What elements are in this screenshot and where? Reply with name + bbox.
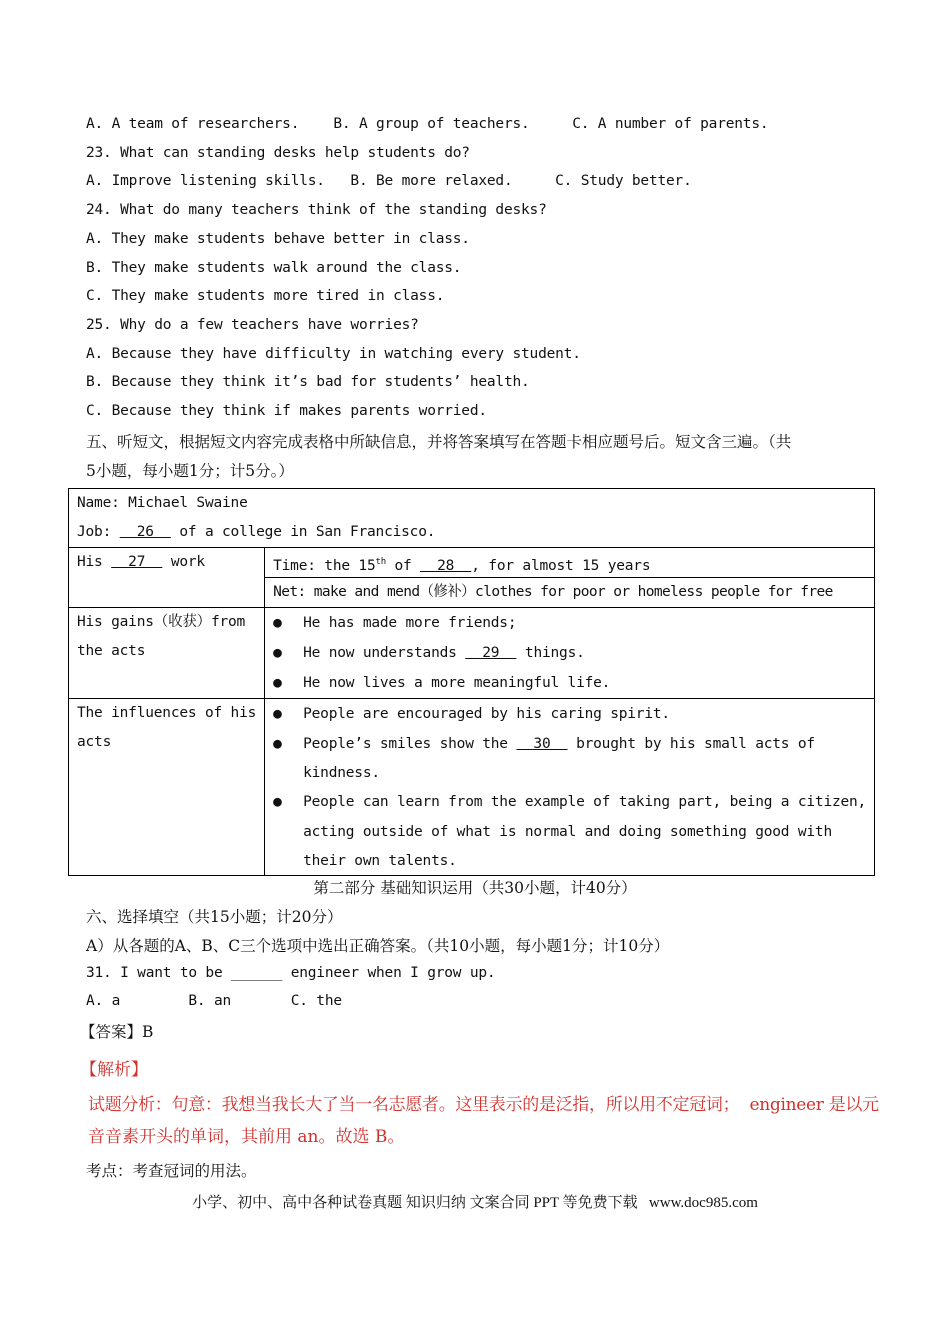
section6-heading: 六、选择填空（共15小题；计20分） (86, 908, 343, 926)
table-row (69, 548, 875, 578)
list-item: ● He has made more friends; (273, 608, 866, 638)
q25-option-a: A. Because they have difficulty in watching every student. (86, 346, 581, 362)
influences-label-cell: The influences of his acts (69, 699, 265, 876)
table-row (69, 608, 875, 699)
table-row (69, 489, 875, 548)
analysis-title: 【解析】 (80, 1060, 148, 1080)
section5-instruction-line1: 五、听短文，根据短文内容完成表格中所缺信息，并将答案填写在答题卡相应题号后。短文含三遍。（共 (86, 433, 792, 451)
page-footer: 小学、初中、高中各种试卷真题 知识归纳 文案合同 PPT 等免费下载 www.doc985.com (192, 1195, 758, 1211)
list-item: ● He now understands 29 things. (273, 638, 866, 668)
blank-29: 29 (465, 645, 517, 661)
analysis-line2: 音音素开头的单词，其前用 an。故选 B。 (88, 1127, 405, 1147)
gains-cell (265, 608, 875, 699)
q22-options: A. A team of researchers. B. A group of teachers. C. A number of parents. (86, 116, 769, 132)
bullet-icon: ● (273, 736, 282, 752)
q25-option-c: C. Because they think if makes parents worried. (86, 403, 487, 419)
gains-label-cell: His gains（收获）from the acts (69, 608, 265, 699)
listening-table (68, 488, 875, 876)
net-cell: Net: make and mend（修补）clothes for poor or homeless people for free (265, 578, 875, 608)
q24-option-c: C. They make students more tired in class. (86, 288, 445, 304)
analysis-line1: 试题分析：句意：我想当我长大了当一名志愿者。这里表示的是泛指，所以用不定冠词； engineer 是以元 (88, 1095, 879, 1115)
blank-26: 26 (119, 524, 171, 540)
part2-title: 第二部分 基础知识运用（共30小题，计40分） (313, 879, 637, 897)
q25-stem: 25. Why do a few teachers have worries? (86, 317, 419, 333)
q25-option-b: B. Because they think it’s bad for students’ health. (86, 374, 530, 390)
q31-stem: 31. I want to be ______ engineer when I grow up. (86, 965, 496, 981)
blank-28: 28 (420, 557, 472, 574)
q23-options: A. Improve listening skills. B. Be more relaxed. C. Study better. (86, 173, 692, 189)
bullet-icon: ● (273, 675, 282, 691)
q24-option-a: A. They make students behave better in class. (86, 231, 470, 247)
q23-stem: 23. What can standing desks help students do? (86, 145, 470, 161)
bullet-icon: ● (273, 706, 282, 722)
name-job-cell (69, 489, 875, 548)
list-item: ● People’s smiles show the 30 brought by his small acts of (273, 729, 866, 759)
job-line: Job: 26 of a college in San Francisco. (77, 524, 436, 540)
work-label-cell: His 27 work (69, 548, 265, 608)
list-item: ● People can learn from the example of taking part, being a citizen, (273, 787, 866, 817)
bullet-icon: ● (273, 645, 282, 661)
name-line: Name: Michael Swaine (77, 495, 248, 511)
kaodian-line: 考点：考查冠词的用法。 (86, 1162, 257, 1180)
bullet-icon: ● (273, 794, 282, 810)
answer-line: 【答案】B (80, 1023, 154, 1041)
blank-30: 30 (516, 736, 568, 752)
q31-options: A. a B. an C. the (86, 993, 342, 1009)
section5-instruction-line2: 5小题，每小题1分；计5分。） (86, 462, 294, 480)
table-row (69, 699, 875, 876)
bullet-icon: ● (273, 615, 282, 631)
q24-stem: 24. What do many teachers think of the standing desks? (86, 202, 547, 218)
sectionA-instruction: A）从各题的A、B、C三个选项中选出正确答案。（共10小题，每小题1分；计10分） (86, 937, 670, 955)
blank-27: 27 (111, 554, 163, 570)
time-cell: Time: the 15th of 28 , for almost 15 years (265, 548, 875, 578)
influences-cell: ● People are encouraged by his caring spirit. ● People’s smiles show the 30 brought by his small acts of kindness. ● People can learn from the example of taking part, being a citizen, acting outside of what is normal and doing something good with their own talents. (265, 699, 875, 876)
q24-option-b: B. They make students walk around the class. (86, 260, 462, 276)
list-item: ● He now lives a more meaningful life. (273, 668, 866, 698)
list-item: ● People are encouraged by his caring spirit. (273, 699, 866, 729)
